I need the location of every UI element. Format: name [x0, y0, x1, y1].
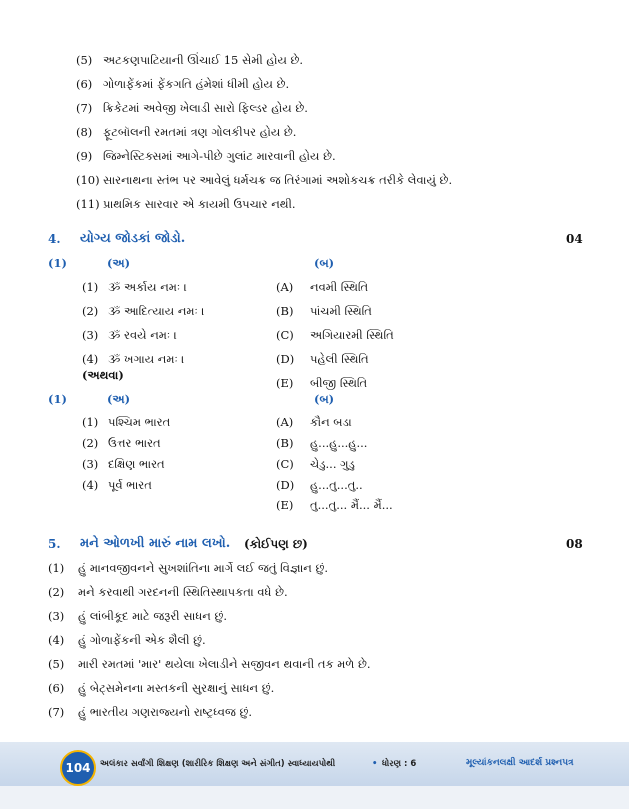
question-number: 5.	[48, 537, 61, 551]
match-a-text: ૐ ખગાય નમઃ ।	[108, 352, 185, 366]
item-text: હું લાંબીકૂદ માટે જરૂરી સાધન છું.	[78, 609, 228, 623]
statement-text: ફૂટબૉલની રમતમાં ત્રણ ગોલકીપર હોય છે.	[103, 125, 297, 139]
question-marks: 08	[566, 537, 583, 551]
statement-number: (7)	[76, 101, 93, 115]
match-b-text: અગિયારમી સ્થિતિ	[310, 328, 394, 342]
item-text: મને કરવાથી ગરદનની સ્થિતિસ્થાપકતા વધે છે.	[78, 585, 288, 599]
set-label: (1)	[48, 256, 67, 270]
statement-number: (11)	[76, 197, 100, 211]
item-number: (7)	[48, 705, 65, 719]
match-b-letter: (B)	[276, 304, 294, 318]
match-b-text: પાંચમી સ્થિતિ	[310, 304, 372, 318]
statement-number: (8)	[76, 125, 93, 139]
statement-text: ગોળાફેંકમાં ફેંકગતિ હંમેશાં ધીમી હોય છે.	[103, 77, 290, 91]
statement-text: પ્રાથમિક સારવાર એ કાયમી ઉપચાર નથી.	[103, 197, 296, 211]
item-number: (1)	[48, 561, 65, 575]
item-number: (4)	[48, 633, 65, 647]
set-label: (1)	[48, 392, 67, 406]
match-a-number: (3)	[82, 457, 99, 471]
match-a-text: ૐ અર્કાય નમઃ ।	[108, 280, 187, 294]
statement-number: (9)	[76, 149, 93, 163]
match-a-number: (3)	[82, 328, 99, 342]
match-b-letter: (C)	[276, 328, 294, 342]
question-title-suffix: (કોઈપણ છ)	[244, 537, 308, 551]
match-a-text: દક્ષિણ ભારત	[108, 457, 165, 471]
question-title: મને ઓળખી મારું નામ લખો.	[80, 536, 231, 551]
item-number: (6)	[48, 681, 65, 695]
match-a-number: (4)	[82, 478, 99, 492]
item-number: (3)	[48, 609, 65, 623]
footer-bullet: •	[372, 759, 378, 769]
footer-strip	[0, 786, 629, 809]
statement-number: (10)	[76, 173, 100, 187]
match-b-text: હુ...તુ...તુ..	[310, 478, 363, 492]
match-a-text: ૐ આદિત્યાય નમઃ ।	[108, 304, 205, 318]
match-b-letter: (D)	[276, 478, 295, 492]
statement-text: સારનાથના સ્તંભ પર આવેલું ધર્મચક્ર જ તિરંગામાં અશોકચક્ર તરીકે લેવાયું છે.	[103, 173, 453, 187]
match-a-number: (1)	[82, 415, 99, 429]
match-b-text: ચેડુ... ગુડુ	[310, 457, 355, 471]
match-b-letter: (E)	[276, 498, 294, 512]
item-text: મારી રમતમાં 'માર' થયેલા ખેલાડીને સજીવન થવાની તક મળે છે.	[78, 657, 371, 671]
column-a-header: (અ)	[107, 256, 131, 270]
statement-text: અટકણપાટિયાની ઊંચાઈ 15 સેમી હોય છે.	[103, 53, 304, 67]
or-label: (અથવા)	[82, 368, 124, 382]
match-a-text: પૂર્વ ભારત	[108, 478, 152, 492]
statement-text: ક્રિકેટમાં અવેજી ખેલાડી સારો ફિલ્ડર હોય છે.	[103, 101, 308, 115]
match-b-text: નવમી સ્થિતિ	[310, 280, 369, 294]
match-a-text: ૐ રવયે નમઃ ।	[108, 328, 177, 342]
match-b-text: હુ...હુ...હુ...	[310, 436, 368, 450]
match-b-letter: (E)	[276, 376, 294, 390]
column-a-header: (અ)	[107, 392, 131, 406]
match-b-text: બીજી સ્થિતિ	[310, 376, 368, 390]
match-a-text: ઉત્તર ભારત	[108, 436, 161, 450]
column-b-header: (બ)	[314, 256, 335, 270]
item-number: (2)	[48, 585, 65, 599]
series-title: મૂલ્યાંકનલક્ષી આદર્શ પ્રશ્નપત્ર	[466, 758, 574, 768]
item-text: હું બેટ્સમેનના મસ્તકની સુરક્ષાનું સાધન છું.	[78, 681, 275, 695]
question-marks: 04	[566, 232, 583, 246]
item-number: (5)	[48, 657, 65, 671]
match-b-letter: (B)	[276, 436, 294, 450]
match-b-text: કૌન બડા	[310, 415, 352, 429]
match-b-letter: (A)	[276, 415, 294, 429]
match-a-number: (2)	[82, 304, 99, 318]
item-text: હું ભારતીય ગણરાજ્યનો રાષ્ટ્રધ્વજ છું.	[78, 705, 253, 719]
question-title: યોગ્ય જોડકાં જોડો.	[80, 231, 186, 246]
match-b-letter: (C)	[276, 457, 294, 471]
statement-text: જિમ્નેસ્ટિક્સમાં આગે-પીછે ગુલાંટ મારવાની હોય છે.	[103, 149, 336, 163]
item-text: હું ગોળાફેંકની એક શૈલી છું.	[78, 633, 206, 647]
page-number-badge: 104	[60, 750, 96, 786]
match-b-letter: (D)	[276, 352, 295, 366]
book-title: અલંકાર સર્વાંગી શિક્ષણ (શારીરિક શિક્ષણ અને સંગીત) સ્વાધ્યાયપોથી	[100, 759, 336, 769]
column-b-header: (બ)	[314, 392, 335, 406]
match-a-number: (4)	[82, 352, 99, 366]
statement-number: (5)	[76, 53, 93, 67]
statement-number: (6)	[76, 77, 93, 91]
question-number: 4.	[48, 232, 61, 246]
item-text: હું માનવજીવનને સુખશાંતિના માર્ગે લઈ જતું વિજ્ઞાન છું.	[78, 561, 329, 575]
match-b-letter: (A)	[276, 280, 294, 294]
match-a-text: પશ્ચિમ ભારત	[108, 415, 171, 429]
match-a-number: (1)	[82, 280, 99, 294]
match-b-text: પહેલી સ્થિતિ	[310, 352, 369, 366]
grade-label: ધોરણ : 6	[382, 759, 417, 769]
match-a-number: (2)	[82, 436, 99, 450]
match-b-text: તુ...તુ... મૈં... મૈં...	[310, 498, 393, 512]
